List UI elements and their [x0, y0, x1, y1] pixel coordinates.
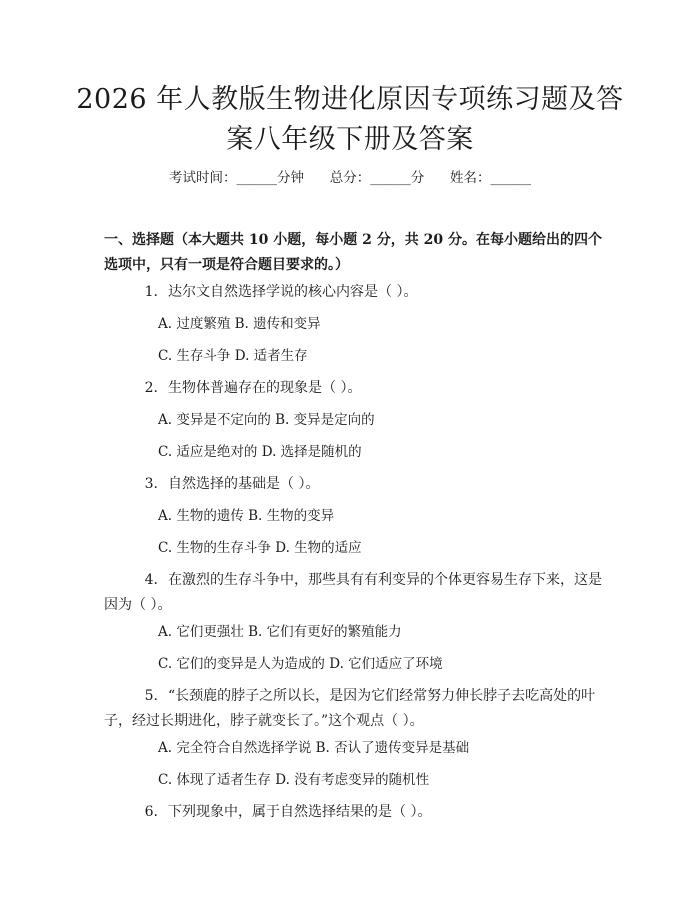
question-number: 3. — [144, 476, 158, 492]
question-text: 达尔文自然选择学说的核心内容是（ ）。 — [168, 284, 418, 300]
question-1 — [104, 280, 614, 305]
question-5-options-ab: A. 完全符合自然选择学说 B. 否认了遗传变异是基础 — [158, 740, 470, 756]
question-4-options-ab: A. 它们更强壮 B. 它们有更好的繁殖能力 — [158, 624, 402, 640]
section-heading: 一、选择题（本大题共 10 小题，每小题 2 分，共 20 分。在每小题给出的四个选项中，只有一项是符合题目要求的。） — [104, 232, 602, 273]
document-title-line-1: 2026 年人教版生物进化原因专项练习题及答 — [76, 84, 624, 115]
question-5 — [104, 684, 614, 734]
question-4-options-cd: C. 它们的变异是人为造成的 D. 它们适应了环境 — [158, 656, 443, 672]
question-1-options-cd: C. 生存斗争 D. 适者生存 — [158, 348, 308, 364]
question-3-options-ab: A. 生物的遗传 B. 生物的变异 — [158, 508, 335, 524]
question-text: 下列现象中，属于自然选择结果的是（ ）。 — [168, 804, 432, 820]
question-5-options-cd: C. 体现了适者生存 D. 没有考虑变异的随机性 — [158, 772, 430, 788]
question-6 — [104, 800, 614, 825]
question-number: 5. — [144, 688, 158, 704]
question-text: 在激烈的生存斗争中，那些具有有利变异的个体更容易生存下来，这是因为（ ）。 — [104, 572, 602, 613]
question-number: 6. — [144, 804, 158, 820]
exam-info-line: 考试时间：______分钟 总分：______分 姓名：______ — [169, 170, 531, 186]
question-3-options-cd: C. 生物的生存斗争 D. 生物的适应 — [158, 540, 362, 556]
question-3 — [104, 472, 614, 497]
question-2-options-cd: C. 适应是绝对的 D. 选择是随机的 — [158, 444, 362, 460]
question-2-options-ab: A. 变异是不定向的 B. 变异是定向的 — [158, 412, 375, 428]
question-number: 1. — [144, 284, 158, 300]
question-text: 自然选择的基础是（ ）。 — [168, 476, 320, 492]
question-number: 2. — [144, 380, 158, 396]
question-2 — [104, 376, 614, 401]
question-1-options-ab: A. 过度繁殖 B. 遗传和变异 — [158, 316, 321, 332]
question-text: “长颈鹿的脖子之所以长，是因为它们经常努力伸长脖子去吃高处的叶子，经过长期进化，脖子就变长了。”这个观点（ ）。 — [104, 688, 596, 729]
document-title-line-2: 案八年级下册及答案 — [226, 124, 474, 155]
question-4 — [104, 568, 614, 618]
question-number: 4. — [144, 572, 158, 588]
question-text: 生物体普遍存在的现象是（ ）。 — [168, 380, 362, 396]
